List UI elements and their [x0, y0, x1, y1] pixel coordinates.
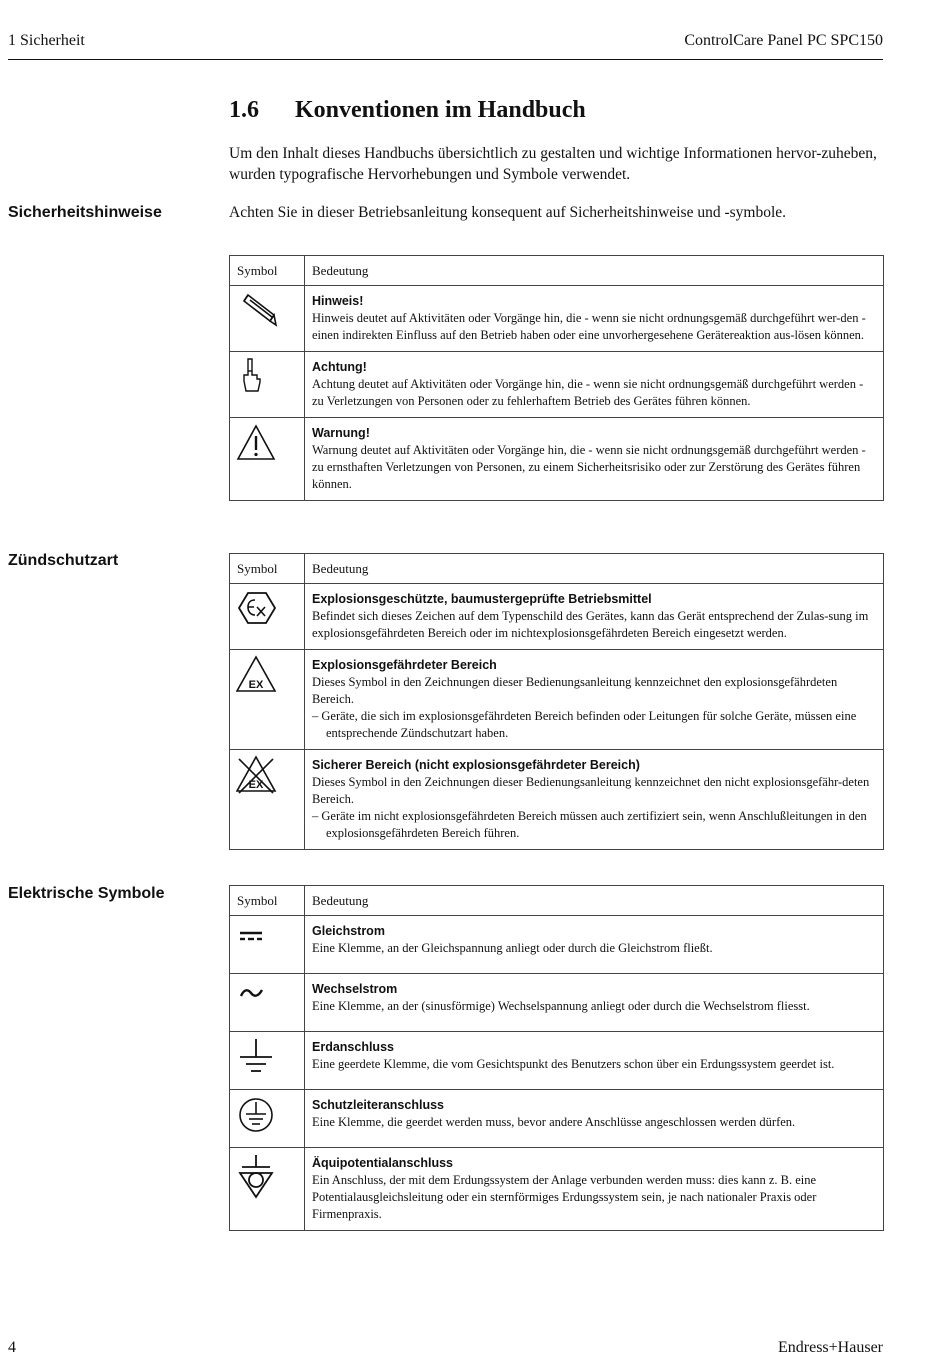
symbol-cell: [230, 584, 305, 650]
col-header-meaning: Bedeutung: [305, 554, 884, 584]
col-header-symbol: Symbol: [230, 554, 305, 584]
row-description: Warnung deutet auf Aktivitäten oder Vorgänge hin, die - wenn sie nicht ordnungsgemäß durchgeführt werden - zu ernsthaften Verletzungen von Personen, zu einem Sicherheitsrisiko oder zur Zerstörung des Gerätes führen können.: [312, 443, 866, 491]
row-title: Gleichstrom: [312, 924, 385, 938]
row-title: Erdanschluss: [312, 1040, 394, 1054]
table-row: [230, 352, 884, 418]
row-description: Dieses Symbol in den Zeichnungen dieser Bedienungsanleitung kennzeichnet den explosionsgefährdeten Bereich.: [312, 675, 838, 706]
ground-icon: [236, 1037, 280, 1077]
row-bullet: – Geräte, die sich im explosionsgefährdeten Bereich befinden oder Leitungen für solche Geräte, müssen eine entsprechende Zündschutzart haben.: [312, 709, 857, 740]
row-title: Äquipotentialanschluss: [312, 1156, 453, 1170]
meaning-cell: [305, 352, 884, 418]
section-number: 1.6: [229, 97, 259, 123]
symbol-cell: [230, 286, 305, 352]
brand-footer: Endress+Hauser: [778, 1339, 883, 1356]
side-heading-ignition: Zündschutzart: [8, 552, 119, 569]
symbol-cell: [230, 974, 305, 1032]
row-title: Wechselstrom: [312, 982, 398, 996]
meaning-cell: [305, 418, 884, 501]
equipotential-icon: [236, 1153, 280, 1201]
svg-text:EX: EX: [248, 779, 264, 791]
section-title-text: Konventionen im Handbuch: [295, 97, 586, 123]
row-description: Eine Klemme, an der Gleichspannung anliegt oder durch die Gleichstrom fließt.: [312, 941, 713, 955]
symbol-cell: [230, 1032, 305, 1090]
row-description: Befindet sich dieses Zeichen auf dem Typenschild des Gerätes, kann das Gerät entsprechend der Zulas-sung im explosionsgefährdeten Bereich oder im nichtexplosionsgefährdeten Bereich eingesetzt werden.: [312, 609, 869, 640]
row-description: Ein Anschluss, der mit dem Erdungssystem der Anlage verbunden werden muss: dies kann z. B. eine Potentialausgleichsleitung oder ein sternförmiges Erdungssystem sein, je nach nationaler Praxis oder Firmenpraxis.: [312, 1173, 817, 1221]
symbol-cell: [230, 1090, 305, 1148]
row-description: Hinweis deutet auf Aktivitäten oder Vorgänge hin, die - wenn sie nicht ordnungsgemäß durchgeführt wer-den - einen indirekten Einfluss auf den Betrieb haben oder eine unvorhergesehene Gerätereaktion aus-lösen können.: [312, 311, 866, 342]
symbol-cell: [230, 750, 305, 850]
table-row: [230, 584, 884, 650]
table-row: [230, 916, 884, 974]
row-title: Hinweis!: [312, 294, 364, 308]
table-row: [230, 650, 884, 750]
row-title: Warnung!: [312, 426, 370, 440]
col-header-meaning: Bedeutung: [305, 886, 884, 916]
safety-intro-text: Achten Sie in dieser Betriebsanleitung konsequent auf Sicherheitshinweise und -symbole.: [229, 204, 787, 221]
row-title: Achtung!: [312, 360, 367, 374]
meaning-cell: [305, 1090, 884, 1148]
col-header-symbol: Symbol: [230, 256, 305, 286]
meaning-cell: [305, 974, 884, 1032]
table-row: [230, 1032, 884, 1090]
table-row: [230, 750, 884, 850]
alternating-current-icon: [236, 979, 280, 1009]
warning-triangle-icon: [236, 423, 280, 463]
table-row: [230, 286, 884, 352]
col-header-symbol: Symbol: [230, 886, 305, 916]
symbol-cell: [230, 418, 305, 501]
section-title: [229, 97, 586, 124]
symbol-cell: [230, 1148, 305, 1231]
pencil-icon: [236, 291, 280, 331]
row-description: Eine Klemme, an der (sinusförmige) Wechselspannung anliegt oder durch die Wechselstrom fliesst.: [312, 999, 810, 1013]
row-description: Eine geerdete Klemme, die vom Gesichtspunkt des Benutzers schon über ein Erdungssystem geerdet ist.: [312, 1057, 835, 1071]
meaning-cell: [305, 916, 884, 974]
intro-paragraph: Um den Inhalt dieses Handbuchs übersichtlich zu gestalten und wichtige Informationen hervor-zuheben, wurden typografische Hervorhebungen und Symbole verwendet.: [229, 145, 877, 183]
row-description: Achtung deutet auf Aktivitäten oder Vorgänge hin, die - wenn sie nicht ordnungsgemäß durchgeführt werden - zu Verletzungen von Personen oder zu fehlerhaftem Betrieb des Gerätes führen können.: [312, 377, 864, 408]
ex-triangle-crossed-icon: [236, 755, 280, 795]
meaning-cell: [305, 286, 884, 352]
side-heading-electrical: Elektrische Symbole: [8, 885, 165, 902]
protective-earth-icon: [236, 1095, 280, 1135]
meaning-cell: [305, 650, 884, 750]
table-header-row: [230, 886, 884, 916]
meaning-cell: [305, 1148, 884, 1231]
header-divider: [8, 59, 883, 60]
table-row: [230, 1148, 884, 1231]
ex-hexagon-icon: [236, 589, 280, 629]
row-bullet: – Geräte im nicht explosionsgefährdeten Bereich müssen auch zertifiziert sein, wenn Anschlußleitungen in den explosionsgefährdeten Bereich führen.: [312, 809, 867, 840]
table-row: [230, 1090, 884, 1148]
electrical-symbol-table: [229, 885, 884, 1231]
table-row: [230, 418, 884, 501]
ex-triangle-icon: [236, 655, 280, 695]
side-heading-safety: Sicherheitshinweise: [8, 204, 162, 221]
table-row: [230, 974, 884, 1032]
row-title: Explosionsgeschützte, baumustergeprüfte Betriebsmittel: [312, 592, 652, 606]
safety-symbol-table: [229, 255, 884, 501]
symbol-cell: [230, 916, 305, 974]
table-header-row: [230, 256, 884, 286]
pointing-hand-icon: [236, 357, 280, 397]
row-title: Explosionsgefährdeter Bereich: [312, 658, 497, 672]
ignition-symbol-table: [229, 553, 884, 850]
row-title: Schutzleiteranschluss: [312, 1098, 444, 1112]
page-number: 4: [8, 1339, 16, 1356]
direct-current-icon: [236, 921, 280, 951]
symbol-cell: [230, 650, 305, 750]
meaning-cell: [305, 1032, 884, 1090]
svg-text:EX: EX: [248, 679, 264, 691]
running-header-chapter: 1 Sicherheit: [8, 32, 85, 49]
symbol-cell: [230, 352, 305, 418]
row-description: Eine Klemme, die geerdet werden muss, bevor andere Anschlüsse angeschlossen werden dürfen.: [312, 1115, 796, 1129]
meaning-cell: [305, 584, 884, 650]
row-title: Sicherer Bereich (nicht explosionsgefährdeter Bereich): [312, 758, 640, 772]
row-description: Dieses Symbol in den Zeichnungen dieser Bedienungsanleitung kennzeichnet den nicht explosionsgefähr-deten Bereich.: [312, 775, 870, 806]
meaning-cell: [305, 750, 884, 850]
table-header-row: [230, 554, 884, 584]
running-header-product: ControlCare Panel PC SPC150: [684, 32, 883, 49]
col-header-meaning: Bedeutung: [305, 256, 884, 286]
